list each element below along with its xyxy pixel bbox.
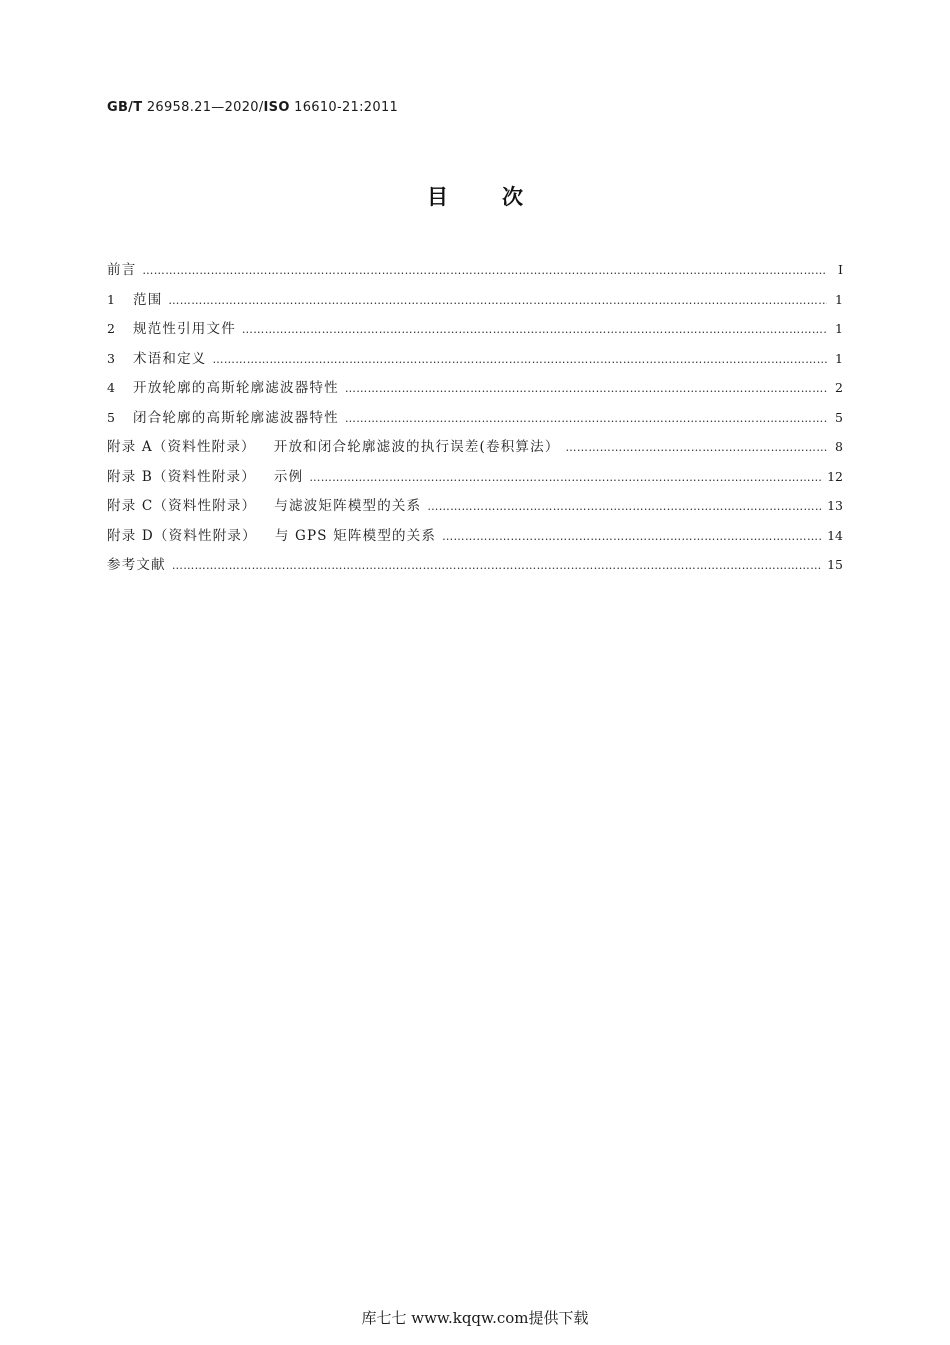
standard-code: [107, 100, 398, 115]
toc-title: 目次: [427, 185, 577, 209]
toc-annex-tag: 附录 D（资料性附录）: [107, 527, 257, 544]
toc-entry-label-group: [107, 407, 339, 429]
toc-entry-page: 1: [835, 321, 843, 336]
toc-entry-page: 1: [835, 350, 843, 366]
toc-list: [107, 259, 843, 584]
toc-entry-open-profile-filter[interactable]: [107, 377, 843, 407]
toc-leader-dots: [442, 526, 821, 548]
toc-entry-annex-d[interactable]: [107, 525, 843, 555]
toc-leader-dots: [345, 408, 827, 430]
toc-annex-tag: 附录 B（资料性附录）: [107, 468, 256, 485]
toc-leader-dots: [345, 378, 827, 400]
toc-entry-page: 12: [827, 468, 843, 484]
toc-leader-dots: [168, 290, 827, 312]
toc-entry-label-group: [107, 289, 162, 311]
toc-entry-label: 示例: [273, 468, 304, 485]
download-footer: 库七七 www.kqqw.com提供下载: [361, 1309, 589, 1327]
toc-annex-tag: 附录 C（资料性附录）: [107, 498, 257, 514]
toc-entry-label: 与 GPS 矩阵模型的关系: [274, 527, 437, 544]
toc-entry-label-group: [107, 318, 236, 340]
toc-entry-label-group: [107, 377, 339, 399]
standard-prefix: GB/T: [107, 100, 143, 115]
toc-leader-dots: [213, 349, 828, 371]
toc-entry-label: 与滤波矩阵模型的关系: [274, 498, 422, 514]
toc-entry-closed-profile-filter[interactable]: [107, 407, 843, 437]
iso-prefix: ISO: [263, 100, 290, 115]
toc-entry-bibliography[interactable]: [107, 554, 843, 584]
toc-entry-label-group: [107, 525, 436, 547]
toc-entry-label-group: [107, 495, 421, 517]
toc-entry-foreword[interactable]: [107, 259, 843, 289]
toc-entry-number: 5: [107, 409, 117, 425]
toc-entry-page: 5: [835, 409, 843, 425]
iso-number: 16610-21:2011: [294, 100, 399, 115]
toc-entry-page: Ⅰ: [838, 262, 843, 277]
toc-entry-page: 1: [835, 291, 843, 307]
toc-entry-annex-b[interactable]: [107, 466, 843, 496]
toc-entry-terms[interactable]: [107, 348, 843, 378]
toc-annex-tag: 附录 A（资料性附录）: [107, 439, 256, 455]
toc-leader-dots: [309, 467, 821, 489]
toc-entry-label-group: [107, 348, 207, 370]
toc-leader-dots: [427, 496, 821, 518]
toc-entry-label: 开放和闭合轮廓滤波的执行误差(卷积算法）: [273, 439, 560, 455]
toc-leader-dots: [566, 437, 827, 459]
toc-leader-dots: [172, 555, 821, 577]
toc-entry-number: 2: [107, 321, 117, 336]
toc-entry-normative-references[interactable]: [107, 318, 843, 348]
toc-entry-page: 14: [827, 527, 843, 543]
toc-entry-number: 3: [107, 350, 117, 366]
toc-entry-label: 前言: [107, 262, 137, 278]
toc-leader-dots: [142, 260, 827, 282]
toc-entry-label: 范围: [133, 291, 163, 308]
toc-entry-page: 8: [835, 439, 843, 454]
toc-leader-dots: [242, 319, 827, 341]
toc-entry-label: 参考文献: [107, 557, 166, 573]
toc-entry-page: 2: [835, 380, 843, 395]
toc-entry-label: 开放轮廓的高斯轮廓滤波器特性: [133, 380, 339, 396]
toc-entry-scope[interactable]: [107, 289, 843, 319]
toc-entry-page: 15: [827, 557, 843, 572]
toc-entry-label-group: [107, 466, 303, 488]
toc-entry-label-group: [107, 436, 560, 458]
toc-entry-label: 规范性引用文件: [133, 321, 236, 337]
toc-entry-annex-a[interactable]: [107, 436, 843, 466]
toc-entry-annex-c[interactable]: [107, 495, 843, 525]
toc-entry-label: 闭合轮廓的高斯轮廓滤波器特性: [133, 409, 339, 426]
toc-entry-number: 4: [107, 380, 117, 395]
toc-entry-page: 13: [827, 498, 843, 513]
toc-entry-number: 1: [107, 291, 117, 307]
toc-entry-label: 术语和定义: [133, 350, 207, 367]
standard-number: 26958.21—2020/: [146, 100, 264, 115]
